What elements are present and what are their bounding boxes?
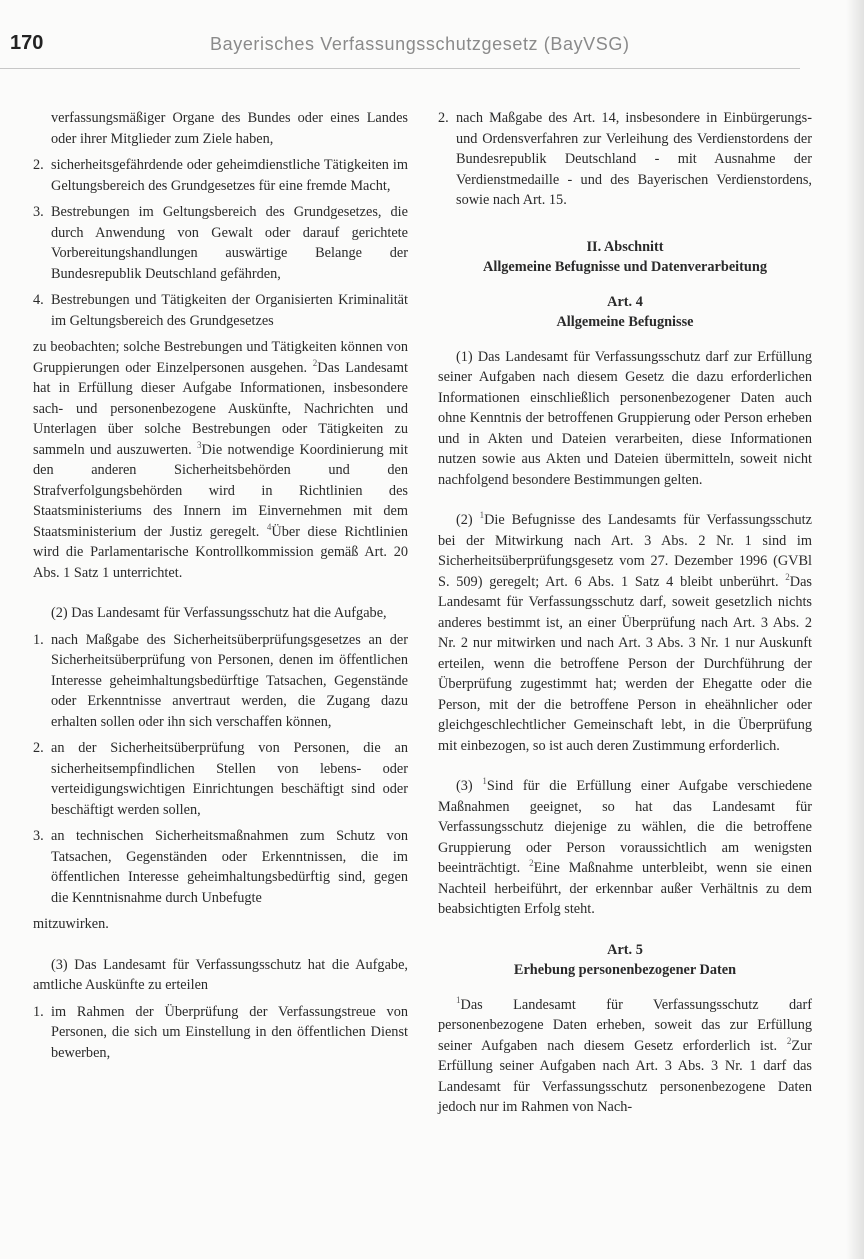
article-title: Allgemeine Befugnisse — [556, 314, 694, 330]
running-title: Bayerisches Verfassungsschutzgesetz (BayVSG) — [210, 34, 630, 54]
list-item-continuation: verfassungsmäßiger Organe des Bundes oder eines Landes oder ihrer Mitglieder zum Ziele haben, — [51, 110, 408, 147]
list-item — [33, 202, 408, 284]
paragraph — [438, 510, 812, 756]
section-title: Allgemeine Befugnisse und Datenverarbeitung — [483, 259, 767, 275]
list-number: 2. — [33, 157, 44, 173]
paragraph: (1) Das Landesamt für Verfassungsschutz darf zur Erfüllung seiner Aufgaben nach diesem Gesetz die dazu erforderlichen Informationen einschließlich personenbezogener Daten auch ohne Kenntnis der betroffenen Gruppierung oder Person erheben und in Akten und Dateien verarbeiten, diese Informationen nutzen sowie aus Akten und Dateien übermitteln, soweit nicht nachfolgend besondere Bestimmungen gelten. — [438, 348, 812, 488]
list-number: 3. — [33, 828, 44, 844]
list-number: 2. — [438, 110, 449, 126]
list-text: nach Maßgabe des Art. 14, insbesondere in Einbürgerungs- und Ordensverfahren zur Verleihung des Verdienstordens der Bundesrepublik Deutschland - mit Ausnahme der Verdienstmedaille - und des Bayerischen Verdienstordens, sowie nach Art. 15. — [456, 110, 812, 208]
sentence-number: 2 — [529, 858, 534, 869]
sentence: Über diese Richtlinien wird die Parlamentarische Kontrollkommission gemäß Art. 20 Abs. 1 Satz 1 unterrichtet. — [33, 523, 409, 581]
paragraph-number: (2) — [456, 512, 473, 528]
list-text: im Rahmen der Überprüfung der Verfassungstreue von Personen, die sich um Einstellung in den öffentlichen Dienst bewerben, — [51, 1003, 408, 1061]
sentence-number: 1 — [456, 994, 461, 1005]
sentence-number: 1 — [482, 776, 487, 787]
article-number: Art. 4 — [607, 293, 643, 310]
list-text: nach Maßgabe des Sicherheitsüberprüfungsgesetzes an der Sicherheitsüberprüfung von Personen, denen im öffentlichen Interesse geheimhaltungsbedürftige Tatsachen, Gegenstände oder Erkenntnisse anvertraut werden, die Zugang dazu erhalten sollen oder ihn sich verschaffen können, — [51, 631, 408, 730]
sentence: Die Befugnisse des Landesamts für Verfassungsschutz bei der Mitwirkung nach Art. 3 Abs. 2 Nr. 1 sind im Sicherheitsüberprüfungsgesetz vom 27. Dezember 1996 (GVBl S. 509) geregelt; Art. 6 Abs. 1 Satz 4 bleibt unberührt. — [438, 512, 813, 590]
list-number: 1. — [33, 631, 44, 648]
sentence: Eine Maßnahme unterbleibt, wenn sie einen Nachteil herbeiführt, der erkennbar außer Verhältnis zu dem beabsichtigten Erfolg steht. — [438, 860, 812, 917]
list-number: 4. — [33, 292, 44, 308]
sentence-number: 2 — [785, 571, 790, 582]
sentence: Das Landesamt für Verfassungsschutz darf, soweit gesetzlich nichts anderes bestimmt ist, an einer Überprüfung nach Art. 3 Abs. 2 Nr. 2 nur mitwirken und nach Art. 3 Abs. 3 Nr. 1 nur Auskunft erteilen, wenn die betroffene Person der Durchführung der Überprüfung zugestimmt hat; werden der Ehegatte oder die Person, mit der die betroffene Person in eheähnlicher oder gleichgeschlechtlicher Gemeinschaft lebt, in die Überprüfung mit einbezogen, so ist auch deren Zustimmung erforderlich. — [438, 573, 812, 754]
article-title: Erhebung personenbezogener Daten — [513, 962, 737, 978]
sentence-number: 1 — [479, 510, 485, 521]
paragraph — [33, 337, 408, 583]
list-item — [33, 826, 408, 908]
sentence: Die notwendige Koordinierung mit den anderen Sicherheitsbehörden und den Strafverfolgungsbehörden wird in Richtlinien des Staatsministeriums des Innern im Einvernehmen mit dem Staatsministerium der Justiz geregelt. — [33, 441, 409, 540]
page-number: 170 — [10, 32, 44, 54]
list-item — [33, 738, 408, 820]
paragraph-number: (3) — [456, 778, 473, 794]
paragraph: mitzuwirken. — [33, 916, 109, 932]
list-text: an technischen Sicherheitsmaßnahmen zum Schutz von Tatsachen, Gegenständen oder Erkenntnissen, die im öffentlichen Interesse geheimhaltungsbedürftig sind, gegen die Kenntnisnahme durch Unbefugte — [51, 828, 408, 906]
list-number: 1. — [33, 1003, 44, 1020]
sentence-number: 3 — [197, 439, 202, 450]
sentence: Das Landesamt hat in Erfüllung dieser Aufgabe Informationen, insbesondere sach- und personenbezogene Auskünfte, Nachrichten und Unterlagen über solche Bestrebungen oder Tätigkeiten zu sammeln und auszuwerten. — [33, 359, 408, 458]
list-number: 3. — [33, 204, 44, 220]
sentence-number: 2 — [786, 1035, 792, 1046]
list-text: Bestrebungen und Tätigkeiten der Organisierten Kriminalität im Geltungsbereich des Grundgesetzes — [51, 292, 408, 329]
paragraph: (2) Das Landesamt für Verfassungsschutz hat die Aufgabe, — [51, 605, 387, 621]
list-item — [33, 290, 408, 331]
paragraph — [438, 776, 812, 920]
page-edge-shadow — [846, 0, 864, 1259]
right-column — [438, 108, 812, 1118]
section-number: II. Abschnitt — [586, 238, 664, 255]
list-text: an der Sicherheitsüberprüfung von Personen, die an sicherheitsempfindlichen Stellen von lebens- oder verteidigungswichtigen Einrichtungen beschäftigt sind oder beschäftigt werden sollen, — [51, 740, 408, 818]
paragraph — [438, 995, 812, 1118]
sentence: Zur Erfüllung seiner Aufgaben nach Art. 3 Abs. 3 Nr. 1 darf das Landesamt für Verfassungsschutz personenbezogene Daten jedoch nur im Rahmen von Nach- — [438, 1037, 812, 1115]
sentence: Das Landesamt für Verfassungsschutz darf personenbezogene Daten erheben, soweit das zur Erfüllung seiner Aufgaben nach diesem Gesetz erforderlich ist. — [438, 996, 812, 1054]
paragraph: (3) Das Landesamt für Verfassungsschutz hat die Aufgabe, amtliche Auskünfte zu erteilen — [33, 956, 408, 993]
sentence-number: 4 — [266, 521, 272, 532]
page-header — [0, 28, 800, 69]
list-text: Bestrebungen im Geltungsbereich des Grundgesetzes, die durch Anwendung von Gewalt oder darauf gerichtete Vorbereitungshandlungen auswärtige Belange der Bundesrepublik Deutschland gefährden, — [51, 204, 408, 282]
list-item — [33, 155, 408, 196]
sentence: Sind für die Erfüllung einer Aufgabe verschiedene Maßnahmen geeignet, so hat das Landesamt für Verfassungsschutz diejenige zu wählen, die die betroffene Gruppierung oder Person voraussichtlich am wenigsten beeinträchtigt. — [438, 778, 812, 876]
left-column — [33, 108, 408, 1063]
sentence: zu beobachten; solche Bestrebungen und Tätigkeiten können von Gruppierungen oder Einzelpersonen ausgehen. — [33, 339, 408, 376]
article-number: Art. 5 — [607, 941, 643, 958]
list-item — [33, 1002, 408, 1064]
list-number: 2. — [33, 740, 44, 756]
list-text: sicherheitsgefährdende oder geheimdienstliche Tätigkeiten im Geltungsbereich des Grundgesetzes für eine fremde Macht, — [51, 157, 408, 194]
list-item — [438, 108, 812, 211]
list-item — [33, 630, 408, 733]
sentence-number: 2 — [312, 357, 318, 368]
